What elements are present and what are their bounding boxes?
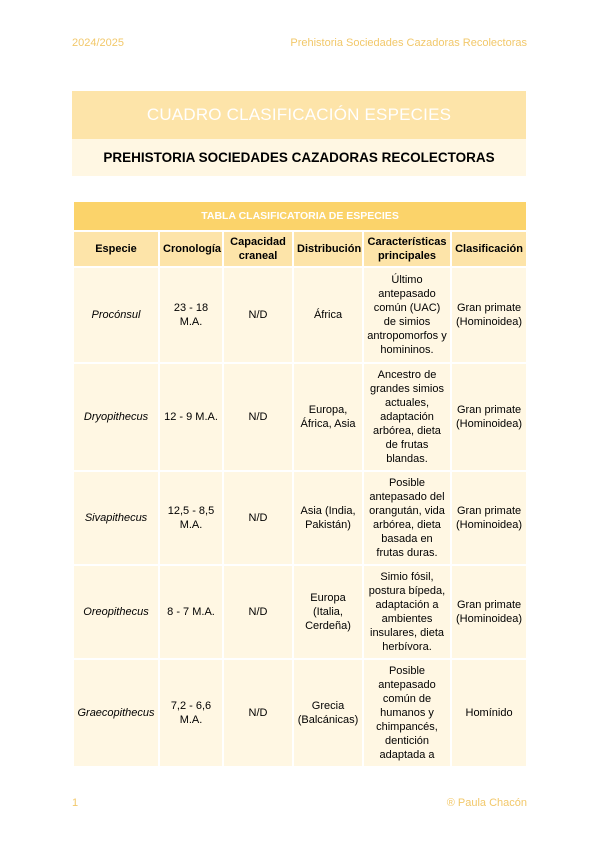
cell-distribucion: Europa, África, Asia [293, 363, 363, 471]
document-subtitle: PREHISTORIA SOCIEDADES CAZADORAS RECOLECTORAS [72, 139, 526, 176]
cell-especie: Procónsul [73, 267, 159, 363]
cell-especie: Sivapithecus [73, 471, 159, 565]
table-caption: TABLA CLASIFICATORIA DE ESPECIES [73, 201, 527, 231]
species-table [72, 200, 528, 768]
footer-author: ® Paula Chacón [446, 797, 527, 809]
cell-distribucion: Europa (Italia, Cerdeña) [293, 565, 363, 659]
column-header-caracteristicas: Características principales [363, 231, 451, 267]
cell-caracteristicas: Posible antepasado del orangután, vida arbórea, dieta basada en frutas duras. [363, 471, 451, 565]
cell-cronologia: 8 - 7 M.A. [159, 565, 223, 659]
column-header-clasificacion: Clasificación [451, 231, 527, 267]
cell-especie: Oreopithecus [73, 565, 159, 659]
cell-capacidad: N/D [223, 267, 293, 363]
cell-capacidad: N/D [223, 363, 293, 471]
cell-distribucion: África [293, 267, 363, 363]
table-row [73, 565, 527, 659]
table-row [73, 471, 527, 565]
cell-distribucion: Asia (India, Pakistán) [293, 471, 363, 565]
cell-cronologia: 23 - 18 M.A. [159, 267, 223, 363]
page-number: 1 [72, 797, 79, 809]
cell-clasificacion: Gran primate (Hominoidea) [451, 471, 527, 565]
cell-distribucion: Grecia (Balcánicas) [293, 659, 363, 767]
cell-clasificacion: Gran primate (Hominoidea) [451, 363, 527, 471]
cell-clasificacion: Gran primate (Hominoidea) [451, 267, 527, 363]
cell-clasificacion: Gran primate (Hominoidea) [451, 565, 527, 659]
cell-capacidad: N/D [223, 565, 293, 659]
cell-caracteristicas: Último antepasado común (UAC) de simios antropomorfos y homininos. [363, 267, 451, 363]
cell-cronologia: 7,2 - 6,6 M.A. [159, 659, 223, 767]
column-header-capacidad: Capacidad craneal [223, 231, 293, 267]
table-row [73, 363, 527, 471]
cell-cronologia: 12,5 - 8,5 M.A. [159, 471, 223, 565]
cell-especie: Dryopithecus [73, 363, 159, 471]
cell-capacidad: N/D [223, 659, 293, 767]
document-title: CUADRO CLASIFICACIÓN ESPECIES [72, 91, 526, 139]
column-header-distribucion: Distribución [293, 231, 363, 267]
cell-cronologia: 12 - 9 M.A. [159, 363, 223, 471]
header-year: 2024/2025 [72, 37, 124, 49]
cell-caracteristicas: Posible antepasado común de humanos y chimpancés, dentición adaptada a [363, 659, 451, 767]
cell-especie: Graecopithecus [73, 659, 159, 767]
column-header-cronologia: Cronología [159, 231, 223, 267]
table-row [73, 267, 527, 363]
cell-caracteristicas: Ancestro de grandes simios actuales, adaptación arbórea, dieta de frutas blandas. [363, 363, 451, 471]
header-course: Prehistoria Sociedades Cazadoras Recolectoras [290, 37, 527, 49]
table-row [73, 659, 527, 767]
column-header-especie: Especie [73, 231, 159, 267]
cell-clasificacion: Homínido [451, 659, 527, 767]
cell-capacidad: N/D [223, 471, 293, 565]
cell-caracteristicas: Simio fósil, postura bípeda, adaptación a ambientes insulares, dieta herbívora. [363, 565, 451, 659]
